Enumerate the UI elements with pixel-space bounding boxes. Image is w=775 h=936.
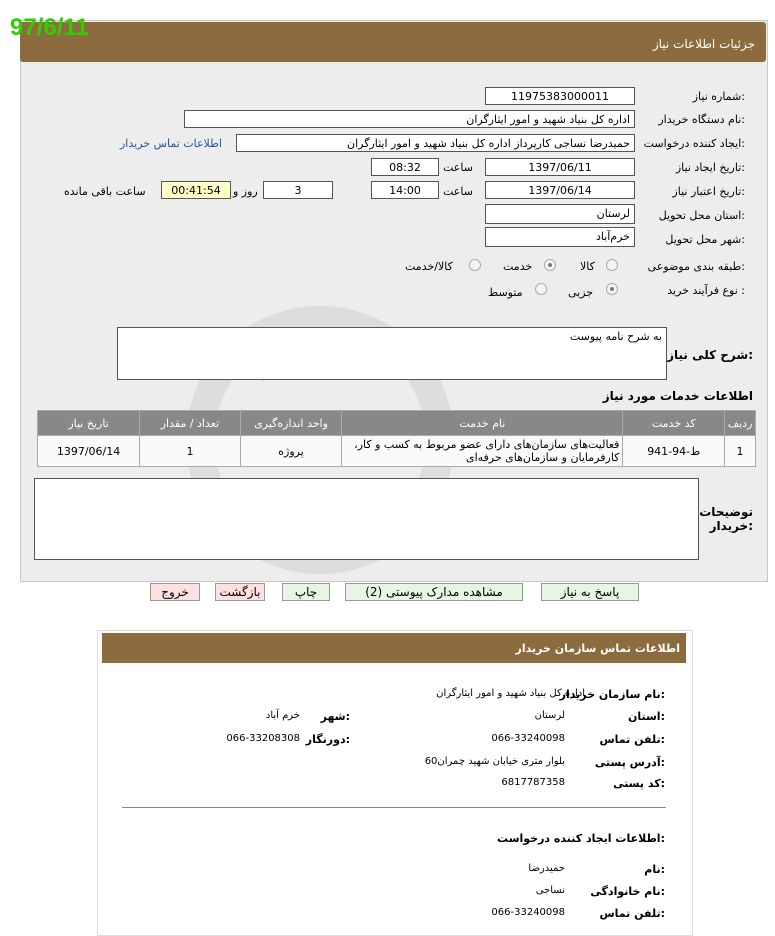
category-service-radio[interactable] [544,259,556,271]
requester-field: حمیدرضا نساجی کارپرداز اداره کل بنیاد شهید و امور ایثارگران [236,134,635,152]
general-desc-textarea[interactable]: به شرح نامه پیوست [117,327,667,380]
page-title: جزئیات اطلاعات نیاز [652,37,755,51]
contact-title: اطلاعات تماس سازمان خریدار [515,642,680,655]
city-field: خرم‌آباد [485,227,635,247]
requester-section-title: اطلاعات ایجاد کننده درخواست: [497,832,665,845]
city-contact-value: خرم آباد [265,710,300,721]
postal-label: کد پستی: [613,777,665,790]
cell-name: فعالیت‌های سازمان‌های دارای عضو مربوط به کسب و کار، کارفرمایان و سازمان‌های حرفه‌ای [342,436,623,467]
family-label: نام خانوادگی: [590,885,665,898]
fax-value: 066-33208308 [226,733,300,744]
requester-label: ایجاد کننده درخواست: [643,137,745,150]
reply-button[interactable]: پاسخ به نیاز [541,583,639,601]
name-value: حمیدرضا [528,863,565,874]
org-label: نام سازمان خریدار: [559,688,665,701]
category-service-label: خدمت [503,260,533,273]
phone-label: تلفن تماس: [599,733,665,746]
valid-date-label: تاریخ اعتبار نیاز: [672,185,745,198]
city-label: شهر محل تحویل: [665,233,745,246]
date-stamp: 97/6/11 [10,14,89,41]
cell-code: ط-94-941 [623,436,725,467]
address-label: آدرس پستی: [594,756,665,769]
print-button[interactable]: چاپ [282,583,330,601]
category-goods-label: کالا [580,260,595,273]
valid-time-label: ساعت [443,185,473,198]
req-phone-value: 066-33240098 [491,907,565,918]
services-section-title: اطلاعات خدمات مورد نیاز [602,389,753,403]
col-row: ردیف [725,411,756,436]
buyer-contact-link[interactable]: اطلاعات تماس خریدار [120,137,222,150]
col-code: کد خدمت [623,411,725,436]
general-desc-label: شرح کلی نیاز: [667,348,753,362]
category-both-label: کالا/خدمت [405,260,453,273]
purchase-small-label: جزیی [568,286,594,299]
province-contact-value: لرستان [534,710,565,721]
buyer-notes-label: توضیحات خریدار: [699,505,753,533]
org-value: اداره کل بنیاد شهید و امور ایثارگران [436,688,585,699]
purchase-small-radio[interactable] [606,283,618,295]
table-row [38,436,756,467]
created-date-field: 1397/06/11 [485,158,635,176]
category-goods-radio[interactable] [606,259,618,271]
cell-qty: 1 [140,436,241,467]
remaining-label: ساعت باقی مانده [64,185,146,198]
cell-date: 1397/06/14 [38,436,140,467]
category-both-radio[interactable] [469,259,481,271]
days-field: 3 [263,181,333,199]
valid-date-field: 1397/06/14 [485,181,635,199]
created-date-label: تاریخ ایجاد نیاز: [675,161,745,174]
province-contact-label: استان: [627,710,665,723]
remaining-time-field: 00:41:54 [161,181,231,199]
col-name: نام خدمت [342,411,623,436]
cell-row: 1 [725,436,756,467]
name-label: نام: [644,863,665,876]
purchase-medium-radio[interactable] [535,283,547,295]
exit-button[interactable]: خروج [150,583,200,601]
city-contact-label: شهر: [320,710,350,723]
col-date: تاریخ نیاز [38,411,140,436]
col-unit: واحد اندازه‌گیری [240,411,341,436]
buyer-org-field: اداره کل بنیاد شهید و امور ایثارگران [184,110,635,128]
need-number-field: 1197538300001‌1 [485,87,635,105]
attachments-button[interactable]: مشاهده مدارک پیوستی (2) [345,583,523,601]
services-table [37,410,756,467]
buyer-org-label: نام دستگاه خریدار: [658,113,745,126]
fax-label: دورنگار: [305,733,350,746]
created-time-field: 08:32 [371,158,439,176]
col-qty: تعداد / مقدار [140,411,241,436]
province-label: استان محل تحویل: [658,209,745,222]
contact-divider [122,807,666,808]
valid-time-field: 14:00 [371,181,439,199]
buyer-notes-textarea[interactable] [34,478,699,560]
address-value: 60بلوار متری خیابان شهید چمران [424,756,565,767]
created-time-label: ساعت [443,161,473,174]
days-and-label: روز و [233,185,258,198]
cell-unit: پروژه [240,436,341,467]
back-button[interactable]: بازگشت [215,583,265,601]
category-label: طبقه بندی موضوعی: [647,260,745,273]
purchase-type-label: نوع فرآیند خرید : [667,284,745,297]
req-phone-label: تلفن تماس: [599,907,665,920]
postal-value: 6817787358 [501,777,565,788]
purchase-medium-label: متوسط [488,286,523,299]
province-field: لرستان [485,204,635,224]
phone-value: 066-33240098 [491,733,565,744]
family-value: نساجی [535,885,565,896]
need-number-label: شماره نیاز: [692,90,745,103]
